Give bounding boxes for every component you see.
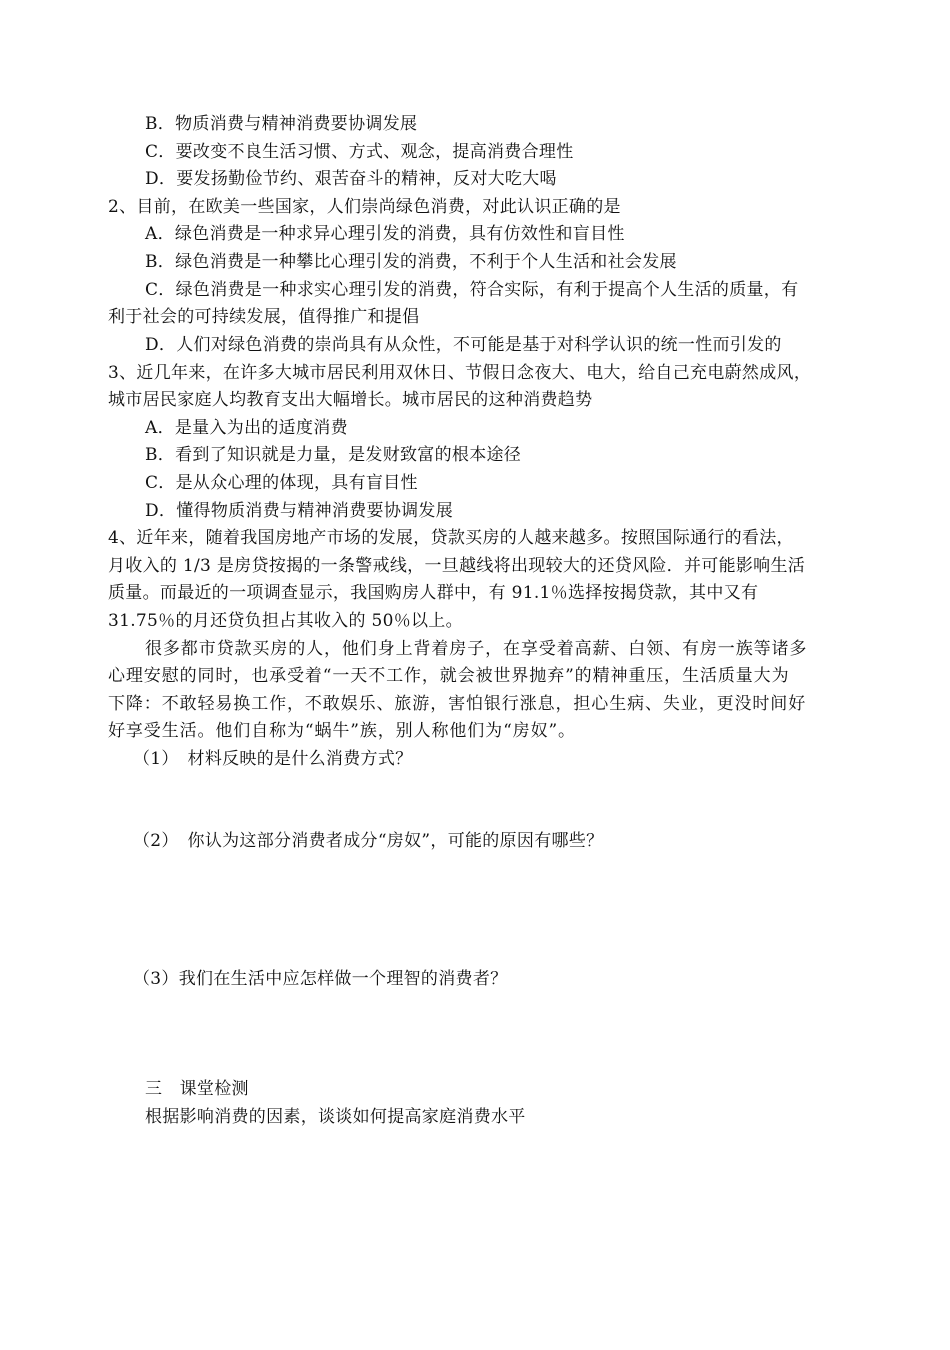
q4-subquestion-3: （3）我们在生活中应怎样做一个理智的消费者？ <box>133 969 508 989</box>
q2-option-c-line2: 利于社会的可持续发展，值得推广和提倡 <box>108 307 420 327</box>
q2-option-b: B．绿色消费是一种攀比心理引发的消费，不利于个人生活和社会发展 <box>145 252 677 272</box>
q1-option-d: D．要发扬勤俭节约、艰苦奋斗的精神，反对大吃大喝 <box>145 169 557 189</box>
q3-stem-line1: 3、近几年来，在许多大城市居民利用双休日、节假日念夜大、电大，给自己充电蔚然成风， <box>108 363 812 383</box>
q1-option-b: B．物质消费与精神消费要协调发展 <box>145 114 418 134</box>
q4-paragraph2-line1: 很多都市贷款买房的人，他们身上背着房子，在享受着高薪、白领、有房一族等诸多 <box>145 639 808 659</box>
q3-option-a: A．是量入为出的适度消费 <box>145 418 348 438</box>
q4-paragraph2-line3: 下降：不敢轻易换工作，不敢娱乐、旅游，害怕银行涨息，担心生病、失业，更没时间好 <box>108 694 807 714</box>
q4-paragraph1-line4: 31.75％的月还贷负担占其收入的 50％以上。 <box>108 611 463 631</box>
q4-paragraph1-line3: 质量。而最近的一项调查显示，我国购房人群中，有 91.1％选择按揭贷款，其中又有 <box>108 583 759 603</box>
q4-paragraph1-line1: 4、近年来，随着我国房地产市场的发展，贷款买房的人越来越多。按照国际通行的看法， <box>108 528 794 548</box>
q2-option-d: D．人们对绿色消费的崇尚具有从众性，不可能是基于对科学认识的统一性而引发的 <box>145 335 782 355</box>
q4-paragraph2-line2: 心理安慰的同时，也承受着“一天不工作，就会被世界抛弃”的精神重压，生活质量大为 <box>108 666 790 686</box>
q4-paragraph2-line4: 好享受生活。他们自称为“蜗牛”族，别人称他们为“房奴”。 <box>108 721 576 741</box>
q4-subquestion-2: （2） 你认为这部分消费者成分“房奴”，可能的原因有哪些？ <box>133 831 604 851</box>
q1-option-c: C．要改变不良生活习惯、方式、观念，提高消费合理性 <box>145 142 574 162</box>
q2-option-a: A．绿色消费是一种求异心理引发的消费，具有仿效性和盲目性 <box>145 224 625 244</box>
section-3-title: 三 课堂检测 <box>145 1079 249 1099</box>
q3-option-d: D．懂得物质消费与精神消费要协调发展 <box>145 501 454 521</box>
q3-option-c: C．是从众心理的体现，具有盲目性 <box>145 473 418 493</box>
q2-stem: 2、目前，在欧美一些国家，人们崇尚绿色消费，对此认识正确的是 <box>108 197 621 217</box>
q3-stem-line2: 城市居民家庭人均教育支出大幅增长。城市居民的这种消费趋势 <box>108 390 593 410</box>
q4-paragraph1-line2: 月收入的 1/3 是房贷按揭的一条警戒线，一旦越线将出现较大的还贷风险．并可能影响生活 <box>108 556 806 576</box>
q3-option-b: B．看到了知识就是力量，是发财致富的根本途径 <box>145 445 522 465</box>
section-3-text: 根据影响消费的因素，谈谈如何提高家庭消费水平 <box>145 1107 526 1127</box>
q4-subquestion-1: （1） 材料反映的是什么消费方式？ <box>133 749 413 769</box>
q2-option-c-line1: C．绿色消费是一种求实心理引发的消费，符合实际，有利于提高个人生活的质量，有 <box>145 280 799 300</box>
